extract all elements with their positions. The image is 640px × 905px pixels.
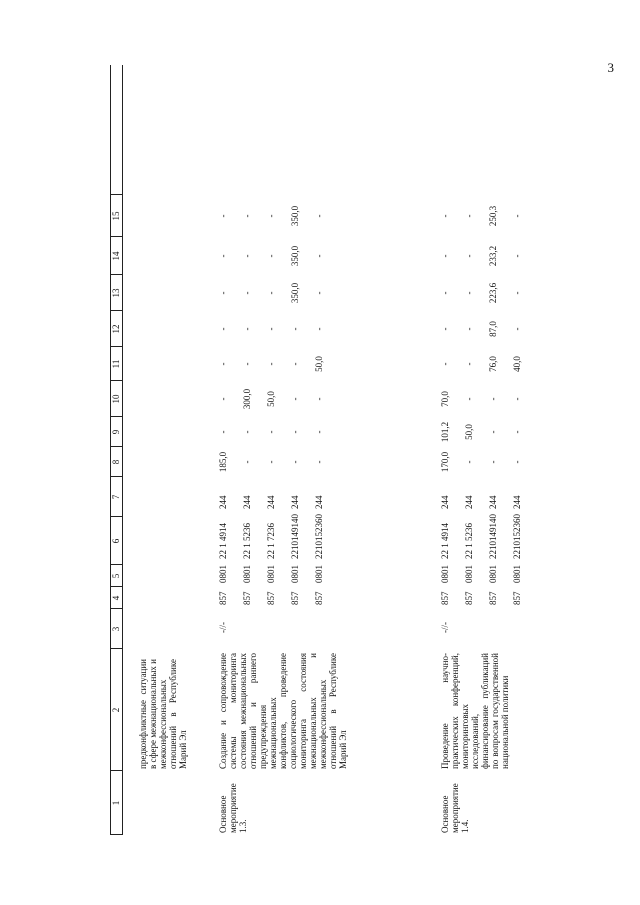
executor: -//-: [218, 622, 228, 633]
cell-value: -: [440, 214, 450, 218]
cell-value: -: [218, 397, 228, 401]
cell-value: -: [464, 214, 474, 218]
cell-value: -: [266, 327, 276, 331]
cell-value: -: [290, 430, 300, 434]
cell-value: -: [242, 327, 252, 331]
cell-grbs: 857: [314, 591, 324, 605]
cell-vr: 244: [266, 495, 276, 509]
cell-value: -: [314, 214, 324, 218]
cell-rzpr: 0801: [488, 565, 498, 583]
cell-value: -: [314, 460, 324, 464]
cell-vr: 244: [440, 495, 450, 509]
cell-value: -: [242, 291, 252, 295]
cell-value: -: [290, 362, 300, 366]
column-header: 3: [111, 626, 121, 632]
column-header: 8: [111, 459, 121, 465]
page-number: 3: [607, 60, 614, 75]
cell-grbs: 857: [266, 591, 276, 605]
cell-value: -: [464, 362, 474, 366]
cell-value: -: [266, 460, 276, 464]
column-header: 2: [111, 707, 121, 713]
cell-grbs: 857: [464, 591, 474, 605]
cell-value: -: [440, 327, 450, 331]
cell-value: -: [512, 397, 522, 401]
column-header: 10: [111, 394, 121, 404]
cell-value: -: [488, 430, 498, 434]
cell-value: -: [512, 430, 522, 434]
cell-value: -: [242, 214, 252, 218]
cell-value: 350,0: [290, 282, 300, 304]
cell-value: -: [242, 430, 252, 434]
cell-value: -: [440, 254, 450, 258]
cell-value: -: [218, 362, 228, 366]
cell-value: -: [266, 362, 276, 366]
column-header: 9: [111, 429, 121, 435]
cell-rzpr: 0801: [314, 565, 324, 583]
cell-value: 70,0: [440, 391, 450, 407]
column-header: 11: [111, 359, 121, 369]
cell-value: -: [488, 397, 498, 401]
cell-value: 87,0: [488, 321, 498, 337]
cell-value: -: [512, 214, 522, 218]
column-header: 14: [111, 251, 121, 261]
cell-value: -: [242, 254, 252, 258]
cell-value: 76,0: [488, 356, 498, 372]
cell-value: -: [218, 214, 228, 218]
column-header: 4: [111, 595, 121, 601]
cell-value: 40,0: [512, 356, 522, 372]
cell-rzpr: 0801: [464, 565, 474, 583]
cell-value: -: [464, 254, 474, 258]
cell-csr: 22 1 4914: [218, 523, 228, 559]
cell-vr: 244: [464, 495, 474, 509]
column-header: 13: [111, 288, 121, 298]
cell-value: 50,0: [464, 424, 474, 440]
cell-rzpr: 0801: [266, 565, 276, 583]
cell-rzpr: 0801: [242, 565, 252, 583]
cell-value: 223,6: [488, 282, 498, 304]
executor: -//-: [440, 622, 450, 633]
cell-vr: 244: [218, 495, 228, 509]
column-header: 5: [111, 573, 121, 579]
cell-value: -: [266, 254, 276, 258]
cell-grbs: 857: [218, 591, 228, 605]
cell-value: -: [242, 362, 252, 366]
cell-value: -: [314, 327, 324, 331]
cell-vr: 244: [242, 495, 252, 509]
cell-value: -: [266, 430, 276, 434]
cell-value: -: [290, 460, 300, 464]
cell-rzpr: 0801: [218, 565, 228, 583]
cell-value: 101,2: [440, 421, 450, 443]
column-header: 7: [111, 494, 121, 500]
cell-value: 50,0: [314, 356, 324, 372]
cell-value: -: [290, 397, 300, 401]
cell-value: -: [218, 291, 228, 295]
section-title: Основное мероприятие 1.3.: [218, 783, 248, 833]
cell-value: 300,0: [242, 388, 252, 410]
cell-value: -: [464, 460, 474, 464]
cell-rzpr: 0801: [512, 565, 522, 583]
column-header: 12: [111, 324, 121, 334]
cell-value: -: [218, 327, 228, 331]
cell-csr: 2210152360: [512, 514, 522, 559]
cell-value: -: [488, 460, 498, 464]
budget-table: [110, 65, 530, 835]
cell-vr: 244: [314, 495, 324, 509]
rotated-table-frame: [110, 65, 522, 833]
cell-csr: 22 1 4914: [440, 523, 450, 559]
cell-vr: 244: [488, 495, 498, 509]
cell-grbs: 857: [440, 591, 450, 605]
cell-grbs: 857: [512, 591, 522, 605]
cell-value: 50,0: [266, 391, 276, 407]
cell-value: -: [512, 291, 522, 295]
cell-value: -: [512, 460, 522, 464]
cell-csr: 2210152360: [314, 514, 324, 559]
cell-csr: 22 1 5236: [464, 523, 474, 559]
section-description: Проведение научно-практических конференций, мониторинговых исследований, финансирование публикаций по вопросам государственной национальной политики: [440, 653, 510, 769]
cell-value: -: [290, 327, 300, 331]
cell-csr: 2210149140: [290, 514, 300, 559]
cell-vr: 244: [512, 495, 522, 509]
cell-value: -: [512, 327, 522, 331]
cell-csr: 2210149140: [488, 514, 498, 559]
column-header: 6: [111, 538, 121, 544]
cell-value: -: [266, 291, 276, 295]
cell-csr: 22 1 7236: [266, 523, 276, 559]
cell-grbs: 857: [242, 591, 252, 605]
cell-value: -: [464, 397, 474, 401]
cell-value: -: [218, 430, 228, 434]
cell-grbs: 857: [290, 591, 300, 605]
cell-csr: 22 1 5236: [242, 523, 252, 559]
cell-rzpr: 0801: [290, 565, 300, 583]
cell-value: 170,0: [440, 451, 450, 473]
cell-value: 350,0: [290, 205, 300, 227]
cell-value: -: [314, 397, 324, 401]
cell-value: -: [464, 291, 474, 295]
cell-value: -: [314, 254, 324, 258]
intro-text: предконфликтные ситуации в сфере межнациональных и межконфессиональных отношений в Республике Марий Эл: [138, 659, 188, 769]
cell-grbs: 857: [488, 591, 498, 605]
cell-value: -: [440, 362, 450, 366]
section-description: Создание и сопровождение системы мониторинга состояния межнациональных отношений и раннего предупреждения межнациональных конфликтов, проведение социологического мониторинга состояния межнациональных и межконфессиональных отношений в Республике Марий Эл: [218, 653, 348, 769]
cell-value: 250,3: [488, 205, 498, 227]
cell-vr: 244: [290, 495, 300, 509]
cell-rzpr: 0801: [440, 565, 450, 583]
cell-value: 185,0: [218, 451, 228, 473]
column-header: 15: [111, 211, 121, 221]
cell-value: -: [218, 254, 228, 258]
cell-value: -: [314, 430, 324, 434]
cell-value: -: [314, 291, 324, 295]
cell-value: -: [242, 460, 252, 464]
cell-value: 350,0: [290, 245, 300, 267]
cell-value: -: [266, 214, 276, 218]
section-title: Основное мероприятие 1.4.: [440, 783, 470, 833]
cell-value: -: [464, 327, 474, 331]
cell-value: -: [440, 291, 450, 295]
cell-value: 233,2: [488, 245, 498, 267]
header-bottom-rule: [122, 65, 123, 835]
column-header: 1: [111, 800, 121, 806]
cell-value: -: [512, 254, 522, 258]
